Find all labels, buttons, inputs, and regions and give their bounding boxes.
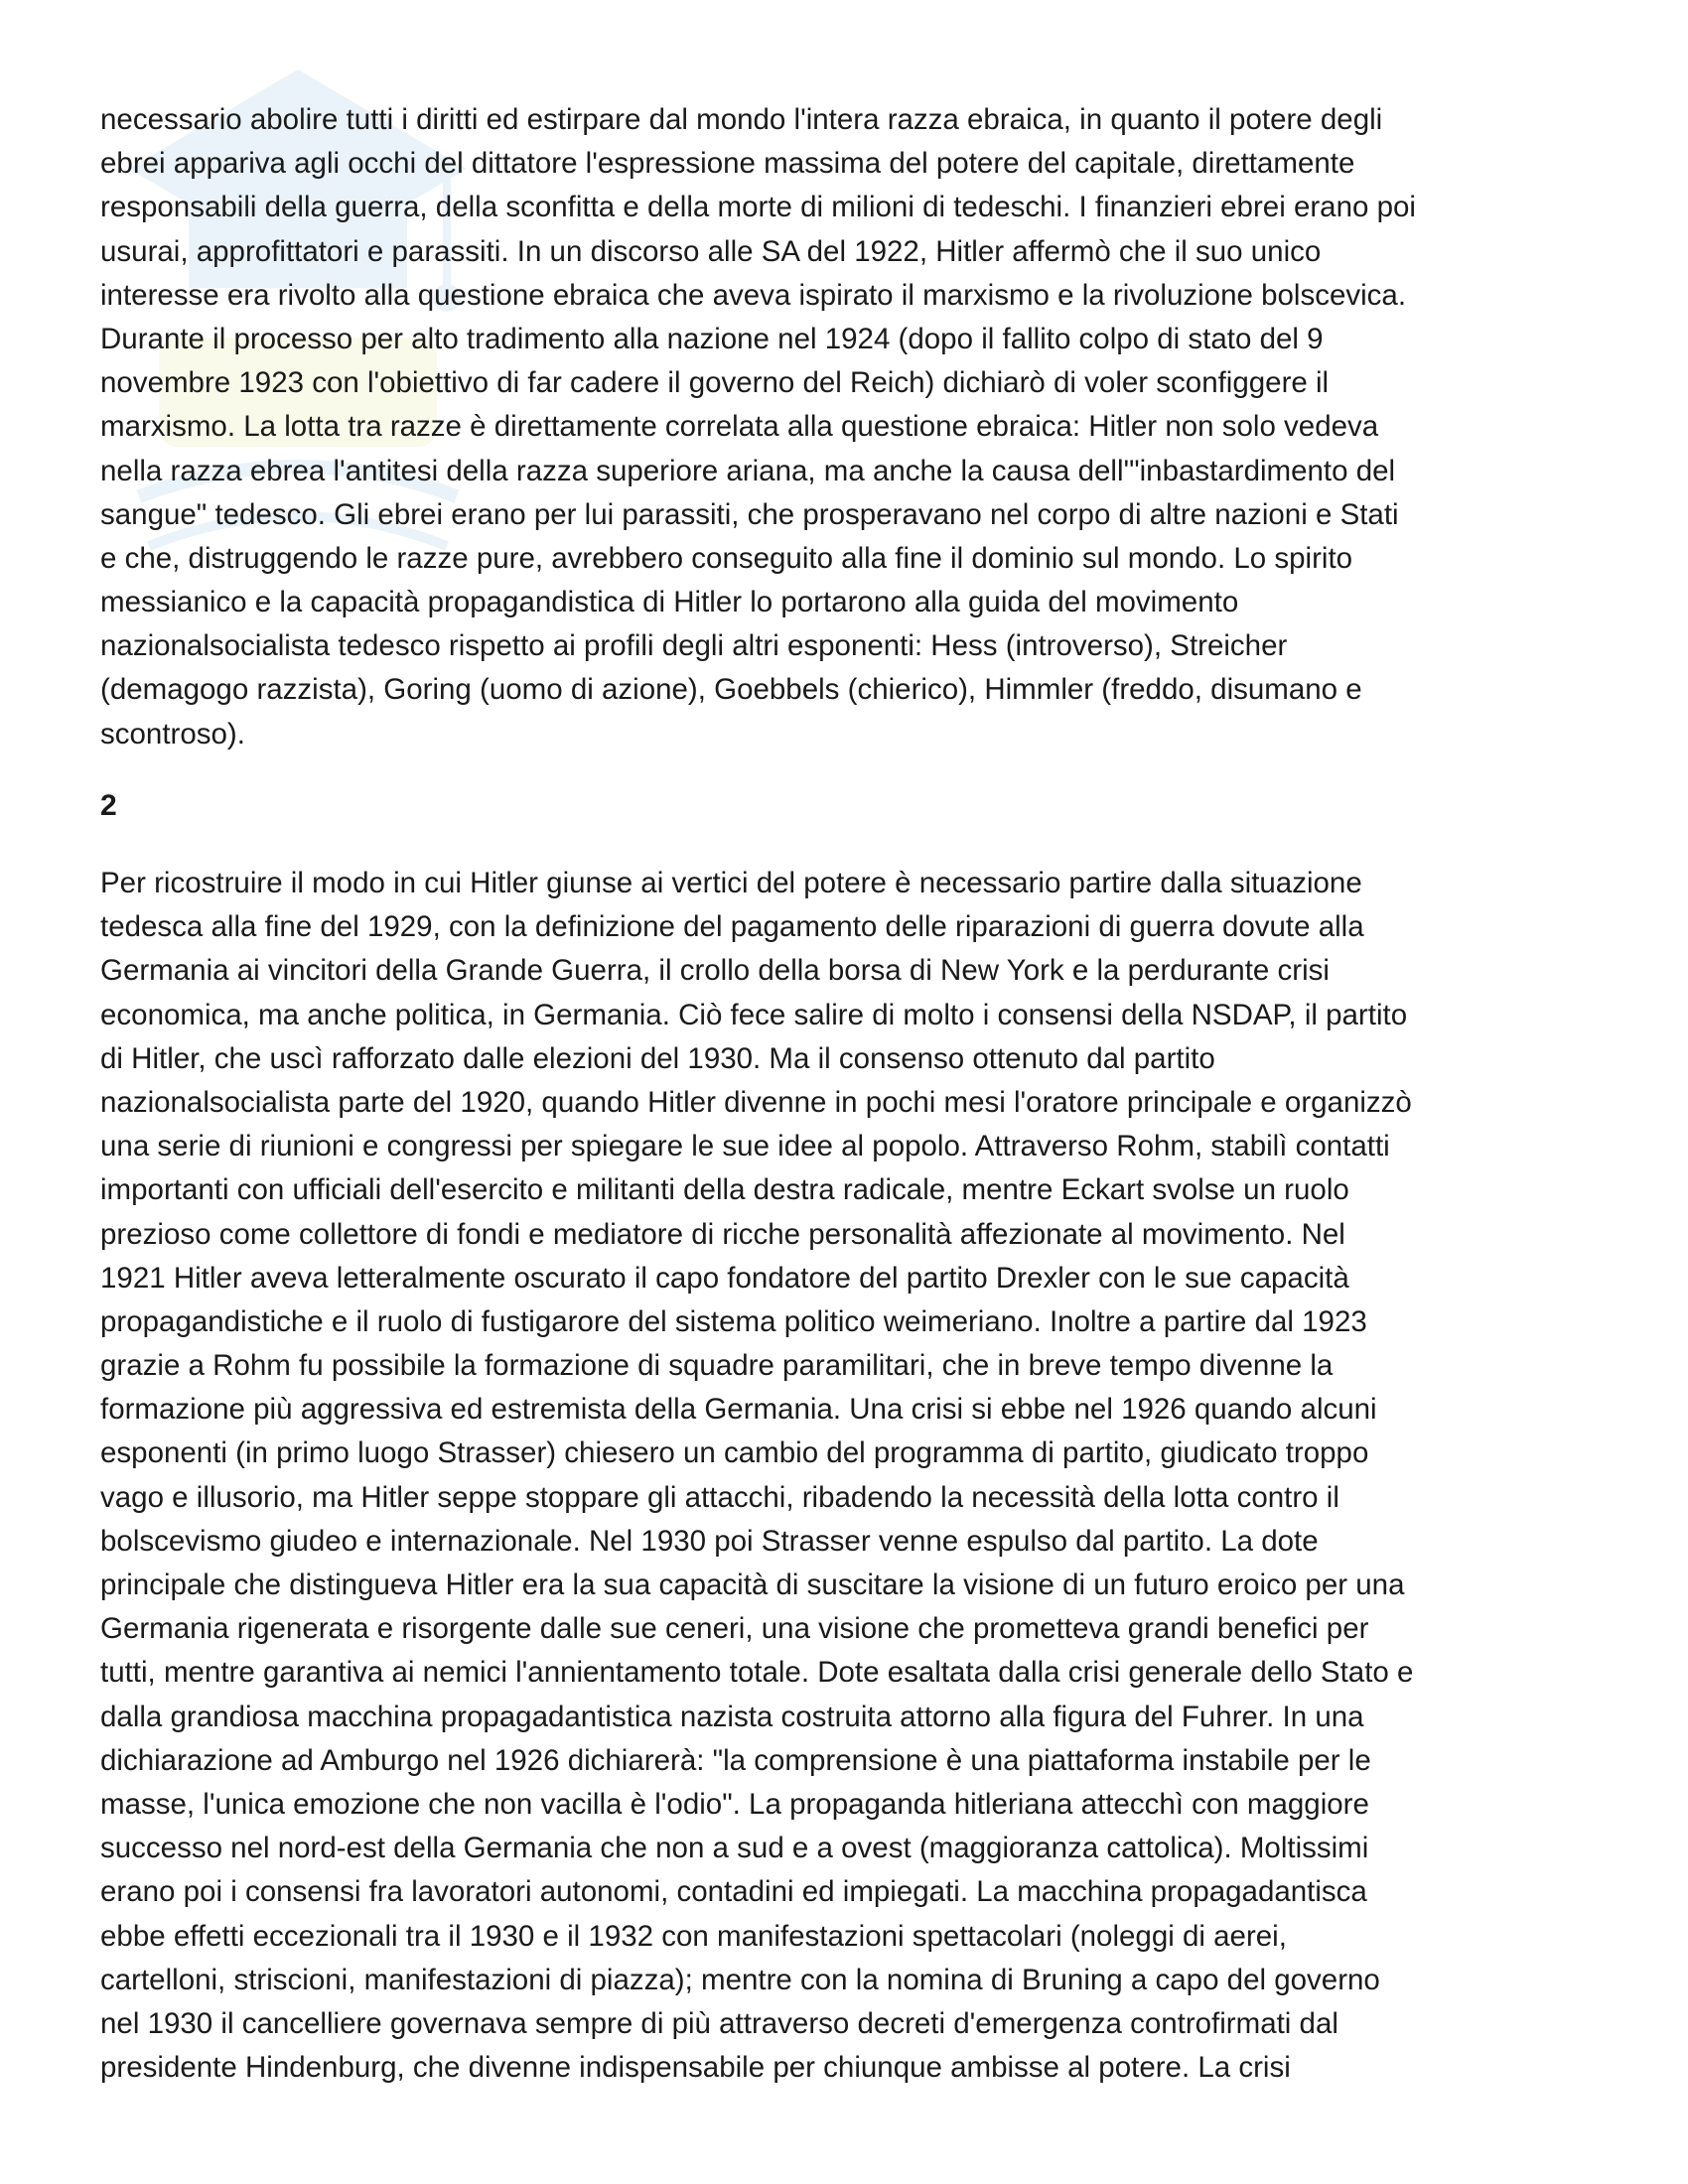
text-line: ebbe effetti eccezionali tra il 1930 e il 1932 con manifestazioni spettacolari (noleggi di aerei,	[100, 1919, 1287, 1953]
text-line: economica, ma anche politica, in Germania. Ciò fece salire di molto i consensi della NSDAP, il partito	[100, 998, 1408, 1031]
text-line: formazione più aggressiva ed estremista della Germania. Una crisi si ebbe nel 1926 quando alcuni	[100, 1393, 1377, 1427]
text-line: Germania ai vincitori della Grande Guerra, il crollo della borsa di New York e la perdurante crisi	[100, 954, 1330, 988]
text-line: Durante il processo per alto tradimento alla nazione nel 1924 (dopo il fallito colpo di stato del 9	[100, 322, 1324, 355]
text-line: necessario abolire tutti i diritti ed estirpare dal mondo l'intera razza ebraica, in quanto il potere degli	[100, 103, 1383, 136]
paragraph-1	[100, 98, 1590, 756]
text-line: nazionalsocialista parte del 1920, quando Hitler divenne in pochi mesi l'oratore principale e organizzò	[100, 1085, 1412, 1119]
section-number: 2	[100, 789, 117, 822]
text-line: cartelloni, striscioni, manifestazioni di piazza); mentre con la nomina di Bruning a capo del governo	[100, 1963, 1380, 1996]
text-line: usurai, approfittatori e parassiti. In un discorso alle SA del 1922, Hitler affermò che il suo unico	[100, 234, 1322, 268]
text-line: importanti con ufficiali dell'esercito e militanti della destra radicale, mentre Eckart svolse un ruolo	[100, 1173, 1349, 1207]
text-line: Germania rigenerata e risorgente dalle sue ceneri, una visione che prometteva grandi benefici per	[100, 1612, 1369, 1646]
text-line: una serie di riunioni e congressi per spiegare le sue idee al popolo. Attraverso Rohm, stabilì contatti	[100, 1130, 1390, 1163]
text-line: bolscevismo giudeo e internazionale. Nel 1930 poi Strasser venne espulso dal partito. La dote	[100, 1524, 1319, 1558]
text-line: marxismo. La lotta tra razze è direttamente correlata alla questione ebraica: Hitler non solo vedeva	[100, 410, 1379, 444]
text-line: 1921 Hitler aveva letteralmente oscurato il capo fondatore del partito Drexler con le sue capacità	[100, 1261, 1349, 1295]
text-line: grazie a Rohm fu possibile la formazione di squadre paramilitari, che in breve tempo divenne la	[100, 1349, 1334, 1383]
text-line: masse, l'unica emozione che non vacilla è l'odio". La propaganda hitleriana attecchì con maggiore	[100, 1787, 1369, 1821]
text-line: sangue" tedesco. Gli ebrei erano per lui parassiti, che prosperavano nel corpo di altre nazioni e Stati	[100, 497, 1399, 531]
text-line: interesse era rivolto alla questione ebraica che aveva ispirato il marxismo e la rivoluzione bolscevica.	[100, 278, 1407, 312]
text-line: nella razza ebrea l'antitesi della razza superiore ariana, ma anche la causa dell'"inbastardimento del	[100, 454, 1396, 487]
text-line: propagandistiche e il ruolo di fustigarore del sistema politico weimeriano. Inoltre a partire dal 1923	[100, 1304, 1367, 1338]
text-line: esponenti (in primo luogo Strasser) chiesero un cambio del programma di partito, giudicato troppo	[100, 1436, 1369, 1470]
text-line: tedesca alla fine del 1929, con la definizione del pagamento delle riparazioni di guerra dovute alla	[100, 910, 1364, 944]
text-line: principale che distingueva Hitler era la sua capacità di suscitare la visione di un futuro eroico per una	[100, 1569, 1405, 1601]
text-line: erano poi i consensi fra lavoratori autonomi, contadini ed impiegati. La macchina propagadantisca	[100, 1875, 1367, 1909]
text-line: prezioso come collettore di fondi e mediatore di ricche personalità affezionate al movimento. Nel	[100, 1217, 1345, 1251]
paragraph-2	[100, 862, 1590, 2090]
text-line: messianico e la capacità propagandistica di Hitler lo portarono alla guida del movimento	[100, 586, 1239, 619]
text-line: vago e illusorio, ma Hitler seppe stoppare gli attacchi, ribadendo la necessità della lotta contro il	[100, 1480, 1339, 1514]
text-line: presidente Hindenburg, che divenne indispensabile per chiunque ambisse al potere. La crisi	[100, 2051, 1291, 2085]
text-line: novembre 1923 con l'obiettivo di far cadere il governo del Reich) dichiarò di voler sconfiggere il	[100, 366, 1330, 400]
text-line: scontroso).	[100, 717, 245, 751]
text-line: dichiarazione ad Amburgo nel 1926 dichiarerà: "la comprensione è una piattaforma instabile per le	[100, 1743, 1371, 1777]
text-line: (demagogo razzista), Goring (uomo di azione), Goebbels (chierico), Himmler (freddo, disumano e	[100, 673, 1362, 707]
text-line: responsabili della guerra, della sconfitta e della morte di milioni di tedeschi. I finanzieri ebrei erano poi	[100, 191, 1416, 224]
text-line: e che, distruggendo le razze pure, avrebbero conseguito alla fine il dominio sul mondo. Lo spirito	[100, 541, 1353, 575]
text-line: dalla grandiosa macchina propagadantistica nazista costruita attorno alla figura del Fuhrer. In una	[100, 1700, 1364, 1733]
text-line: successo nel nord-est della Germania che non a sud e a ovest (maggioranza cattolica). Moltissimi	[100, 1832, 1369, 1865]
text-line: di Hitler, che uscì rafforzato dalle elezioni del 1930. Ma il consenso ottenuto dal partito	[100, 1041, 1215, 1075]
text-line: Per ricostruire il modo in cui Hitler giunse ai vertici del potere è necessario partire dalla situazione	[100, 867, 1362, 899]
text-line: nazionalsocialista tedesco rispetto ai profili degli altri esponenti: Hess (introverso), Streicher	[100, 629, 1288, 663]
text-line: tutti, mentre garantiva ai nemici l'annientamento totale. Dote esaltata dalla crisi generale dello Stato e	[100, 1656, 1414, 1690]
text-line: nel 1930 il cancelliere governava sempre di più attraverso decreti d'emergenza controfirmati dal	[100, 2006, 1338, 2040]
text-line: ebrei appariva agli occhi del dittatore l'espressione massima del potere del capitale, direttamente	[100, 147, 1355, 181]
